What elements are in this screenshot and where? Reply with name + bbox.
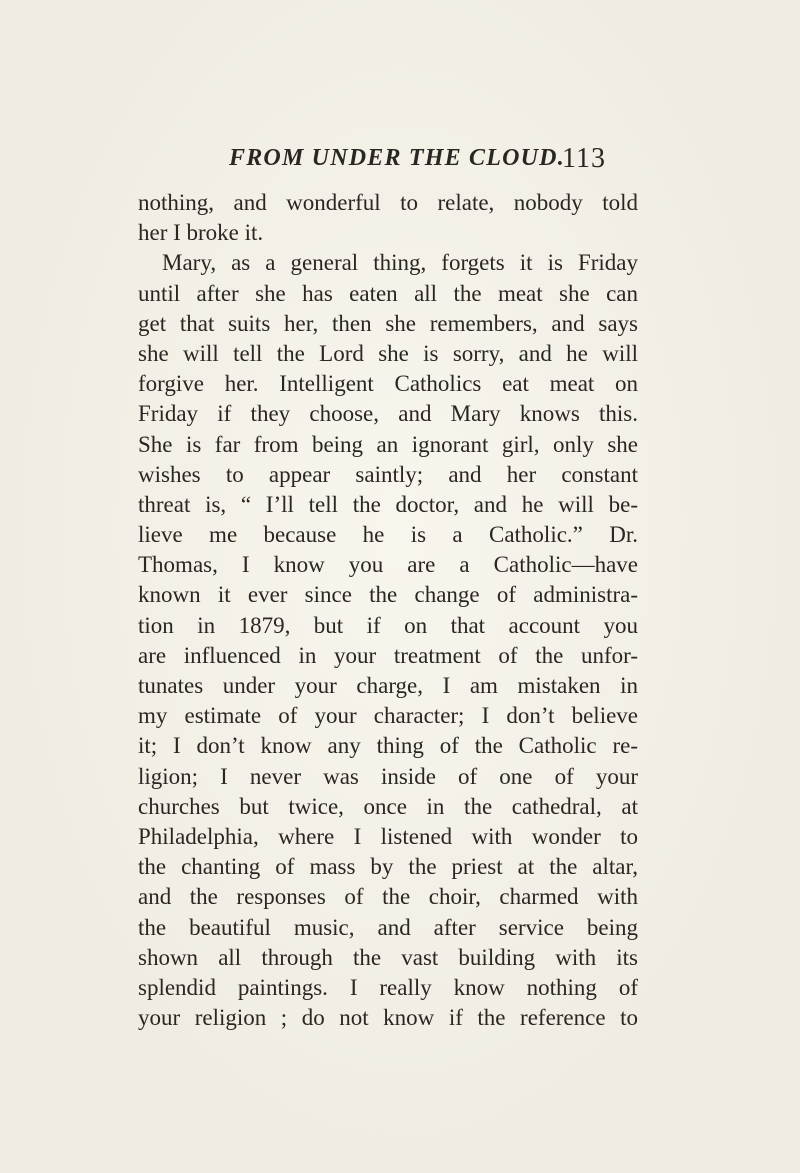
text-line: nothing, and wonderful to relate, nobody told (138, 190, 638, 215)
text-line: shown all through the vast building with its (138, 944, 638, 970)
text-line: my estimate of your character; I don’t believe (138, 703, 638, 729)
text-line: ligion; I never was inside of one of your (138, 763, 638, 789)
text-line: forgive her. Intelligent Catholics eat meat on (138, 371, 638, 397)
text-line: Mary, as a general thing, forgets it is Friday (162, 250, 638, 276)
text-line: are influenced in your treatment of the unfor- (138, 642, 638, 668)
text-line: she will tell the Lord she is sorry, and he will (138, 340, 638, 366)
text-line: the chanting of mass by the priest at the altar, (138, 854, 638, 880)
text-line: known it ever since the change of administra- (138, 582, 638, 608)
text-line: the beautiful music, and after service being (138, 914, 638, 940)
text-line: lieve me because he is a Catholic.” Dr. (138, 522, 638, 548)
text-line: tion in 1879, but if on that account you (138, 612, 638, 638)
body-text (138, 188, 638, 1033)
text-line: and the responses of the choir, charmed with (138, 884, 638, 910)
text-line: She is far from being an ignorant girl, only she (138, 431, 638, 457)
text-line: Friday if they choose, and Mary knows this. (138, 401, 638, 427)
text-line: her I broke it. (138, 220, 264, 246)
running-head (0, 141, 800, 181)
text-line: Thomas, I know you are a Catholic—have (138, 552, 638, 578)
text-line: threat is, “ I’ll tell the doctor, and he will be- (138, 491, 638, 517)
text-line: churches but twice, once in the cathedral, at (138, 793, 638, 819)
text-line: get that suits her, then she remembers, and says (138, 310, 638, 336)
running-title: FROM UNDER THE CLOUD. (229, 145, 565, 171)
text-line: tunates under your charge, I am mistaken in (138, 673, 638, 698)
text-line: splendid paintings. I really know nothing of (138, 974, 638, 1000)
text-line: it; I don’t know any thing of the Catholic re- (138, 733, 638, 759)
text-line: your religion ; do not know if the reference to (138, 1005, 638, 1031)
page-number: 113 (562, 143, 606, 174)
text-line: Philadelphia, where I listened with wonder to (138, 823, 638, 849)
text-line: until after she has eaten all the meat she can (138, 280, 638, 306)
text-line: wishes to appear saintly; and her constant (138, 461, 638, 487)
